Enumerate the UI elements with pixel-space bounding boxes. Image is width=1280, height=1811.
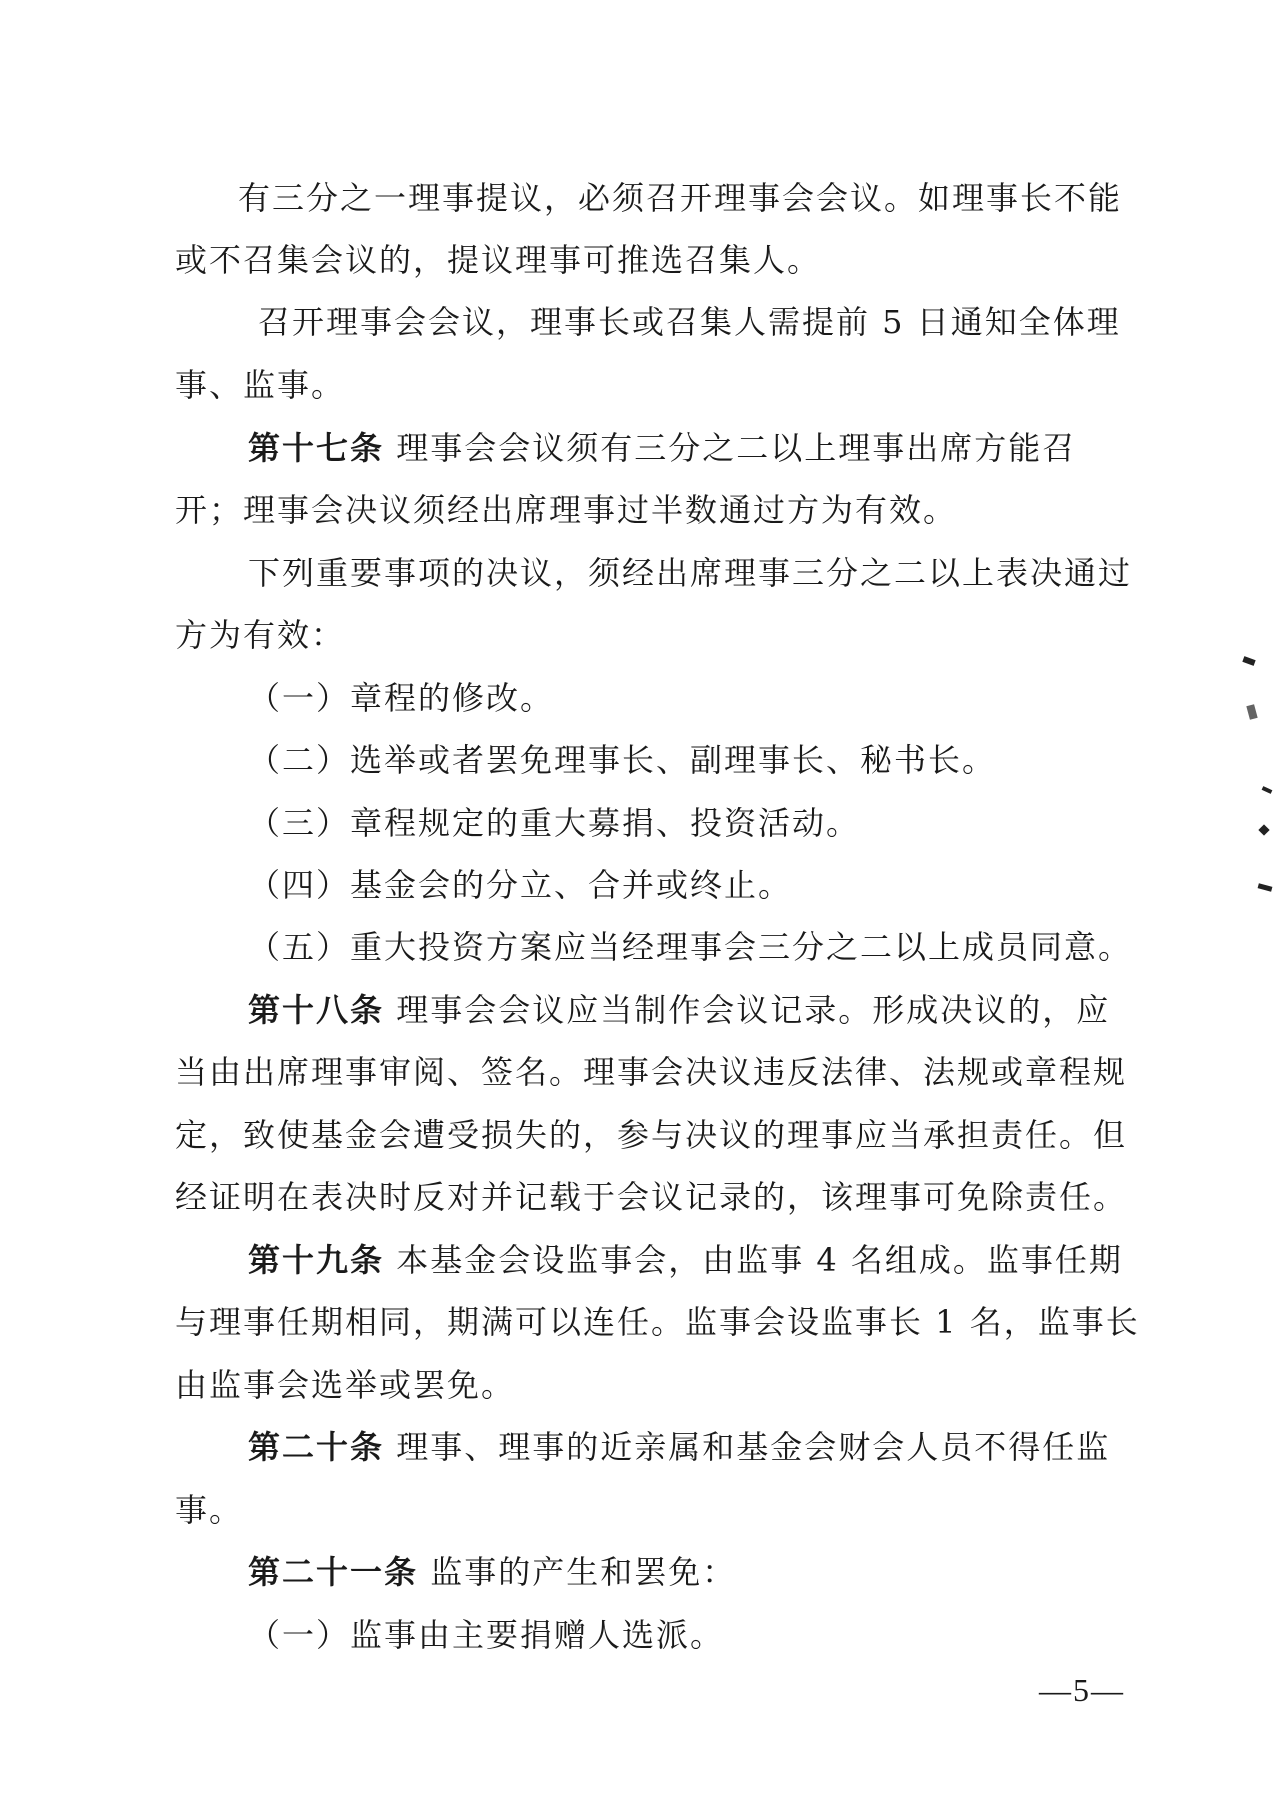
paragraph-line: 定，致使基金会遭受损失的，参与决议的理事应当承担责任。但 xyxy=(175,1116,1128,1154)
paragraph-line: 方为有效： xyxy=(175,616,346,654)
paragraph-line: 开；理事会决议须经出席理事过半数通过方为有效。 xyxy=(175,491,958,529)
article-21 xyxy=(248,1552,736,1592)
article-17 xyxy=(248,428,1076,468)
paragraph-line: 下列重要事项的决议，须经出席理事三分之二以上表决通过 xyxy=(248,554,1133,592)
article-text: 理事会会议应当制作会议记录。形成决议的，应 xyxy=(396,991,1111,1029)
list-item: （四）基金会的分立、合并或终止。 xyxy=(248,866,793,904)
scan-artifact xyxy=(1246,704,1257,720)
article-heading: 第十七条 xyxy=(248,429,385,467)
article-text: 监事的产生和罢免： xyxy=(430,1553,737,1591)
article-heading: 第二十一条 xyxy=(248,1553,419,1591)
scan-artifact xyxy=(1242,656,1255,666)
article-heading: 第十八条 xyxy=(248,991,385,1029)
article-heading: 第十九条 xyxy=(248,1241,385,1279)
article-text: 理事会会议须有三分之二以上理事出席方能召 xyxy=(396,429,1077,467)
article-19 xyxy=(248,1240,1123,1280)
list-item: （二）选举或者罢免理事长、副理事长、秘书长。 xyxy=(248,741,997,779)
paragraph-line: 有三分之一理事提议，必须召开理事会会议。如理事长不能 xyxy=(238,179,1123,217)
paragraph-line: 事、监事。 xyxy=(175,366,346,404)
paragraph-line: 事。 xyxy=(175,1491,244,1529)
list-item: （三）章程规定的重大募捐、投资活动。 xyxy=(248,804,861,842)
paragraph-line: 经证明在表决时反对并记载于会议记录的，该理事可免除责任。 xyxy=(175,1178,1128,1216)
article-heading: 第二十条 xyxy=(248,1428,385,1466)
article-18 xyxy=(248,990,1110,1030)
scan-artifact xyxy=(1258,883,1273,891)
scan-artifact xyxy=(1262,786,1273,794)
article-20 xyxy=(248,1427,1110,1467)
list-item: （五）重大投资方案应当经理事会三分之二以上成员同意。 xyxy=(248,928,1133,966)
page-number: —5— xyxy=(1039,1672,1125,1708)
article-text: 本基金会设监事会，由监事 4 名组成。监事任期 xyxy=(396,1241,1123,1279)
paragraph-line: 当由出席理事审阅、签名。理事会决议违反法律、法规或章程规 xyxy=(175,1053,1128,1091)
paragraph-line: 或不召集会议的，提议理事可推选召集人。 xyxy=(175,241,822,279)
scan-artifact xyxy=(1258,824,1269,835)
paragraph-line: 召开理事会会议，理事长或召集人需提前 5 日通知全体理 xyxy=(258,303,1121,341)
article-text: 理事、理事的近亲属和基金会财会人员不得任监 xyxy=(396,1428,1111,1466)
paragraph-line: 由监事会选举或罢免。 xyxy=(175,1366,516,1404)
list-item: （一）章程的修改。 xyxy=(248,679,555,717)
paragraph-line: 与理事任期相同，期满可以连任。监事会设监事长 1 名，监事长 xyxy=(175,1303,1140,1341)
list-item: （一）监事由主要捐赠人选派。 xyxy=(248,1616,725,1654)
